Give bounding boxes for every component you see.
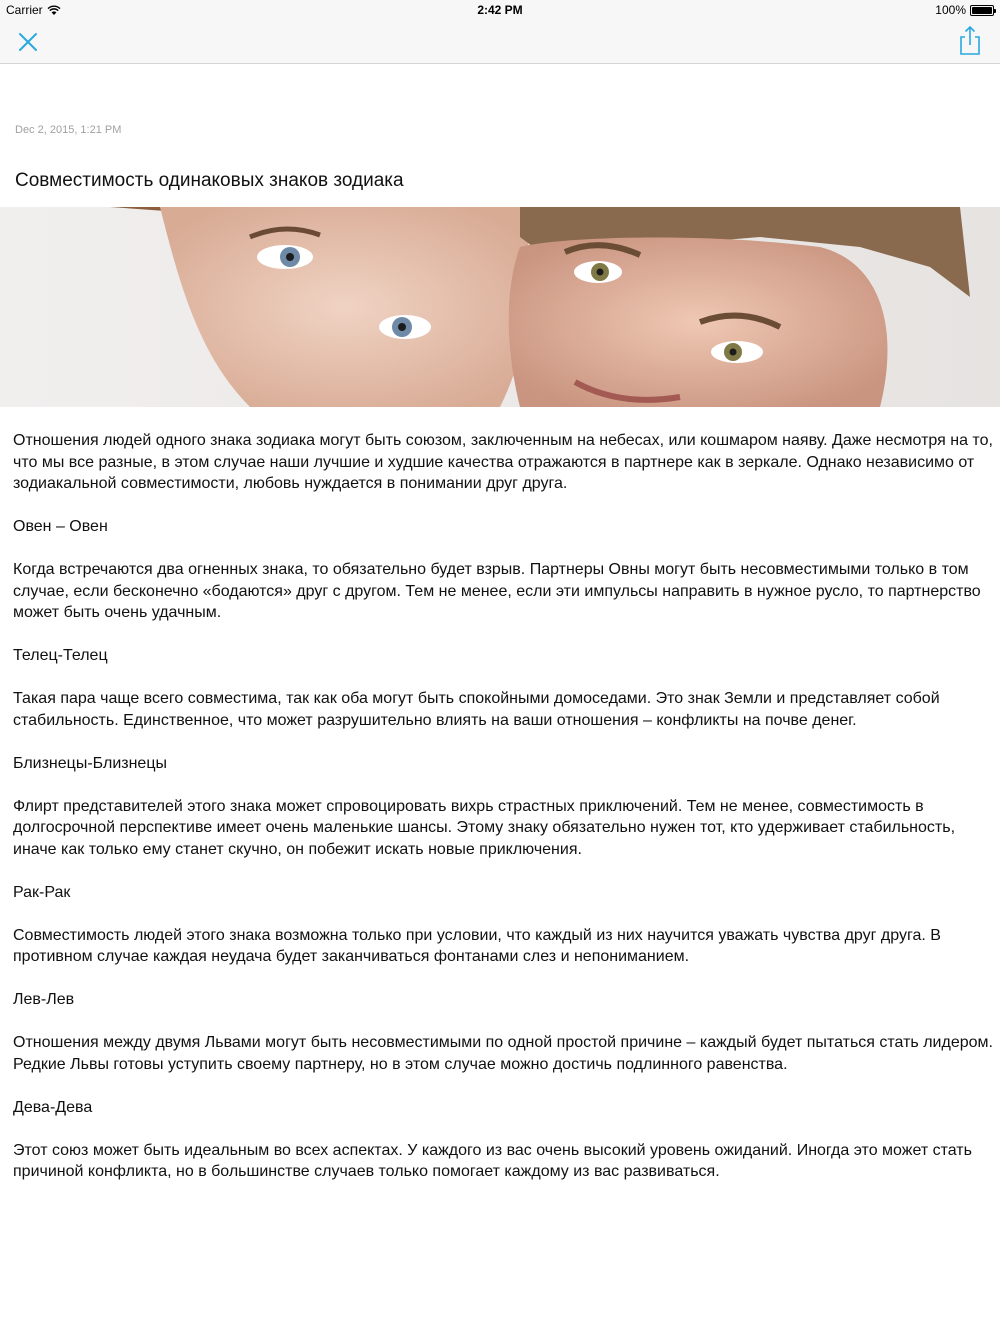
close-button[interactable] (14, 28, 42, 56)
article-title: Совместимость одинаковых знаков зодиака (15, 170, 404, 191)
paragraph: Этот союз может быть идеальным во всех аспектах. У каждого из вас очень высокий уровень ожиданий. Иногда это может стать причиной конфликта, но в большинстве случаев только помогает каждому из вас развиваться. (13, 1141, 972, 1180)
close-icon (14, 28, 42, 56)
paragraph: Отношения между двумя Львами могут быть несовместимыми по одной простой причине – каждый будет пытаться стать лидером. Редкие Львы готовы уступить своему партнеру, но в этом случае можно достичь подлинного равенства. (13, 1034, 993, 1073)
section-heading: Дева-Дева (13, 1098, 93, 1116)
paragraph: Совместимость людей этого знака возможна только при условии, что каждый из них научится уважать чувства друг друга. В противном случае каждая неудача будет заканчиваться фонтанами слез и непониманием. (13, 926, 941, 965)
paragraph: Такая пара чаще всего совместима, так как оба могут быть спокойными домоседами. Это знак Земли и представляет собой стабильность. Единственное, что может разрушительно влиять на ваши отношения – конфликты на почве денег. (13, 690, 940, 729)
section-heading: Рак-Рак (13, 883, 71, 901)
paragraph: Отношения людей одного знака зодиака могут быть союзом, заключенным на небесах, или кошмаром наяву. Даже несмотря на то, что мы все разные, в этом случае наши лучшие и худшие качества отражаются в партнере как в зеркале. Однако независимо от зодиакальной совместимости, любовь нуждается в понимании друг друга. (13, 432, 993, 492)
battery-percent: 100% (935, 3, 966, 17)
article-hero-image (0, 207, 1000, 407)
article-date: Dec 2, 2015, 1:21 PM (15, 124, 122, 136)
share-button[interactable] (956, 25, 984, 57)
share-icon (956, 25, 984, 57)
paragraph: Флирт представителей этого знака может спровоцировать вихрь страстных приключений. Тем не менее, совместимость в долгосрочной перспективе имеет очень маленькие шансы. Этому знаку обязательно нужен тот, кто удерживает стабильность, иначе как только ему станет скучно, он побежит искать новые приключения. (13, 797, 956, 858)
section-heading: Близнецы-Близнецы (13, 754, 167, 772)
battery-icon (970, 5, 994, 16)
carrier-label: Carrier (6, 3, 43, 17)
section-heading: Телец-Телец (13, 647, 108, 664)
clock: 2:42 PM (477, 3, 523, 17)
article-body (13, 430, 993, 1204)
section-heading: Лев-Лев (13, 991, 75, 1008)
status-bar (0, 0, 1000, 20)
paragraph: Когда встречаются два огненных знака, то обязательно будет взрыв. Партнеры Овны могут быть несовместимыми только в том случае, если бесконечно «бодаются» друг с другом. Тем не менее, если эти импульсы направить в нужное русло, то партнерство может быть очень удачным. (13, 561, 981, 621)
section-heading: Овен – Овен (13, 518, 108, 535)
couple-photo (0, 207, 1000, 407)
navigation-bar (0, 20, 1000, 64)
battery-indicator (935, 3, 994, 17)
